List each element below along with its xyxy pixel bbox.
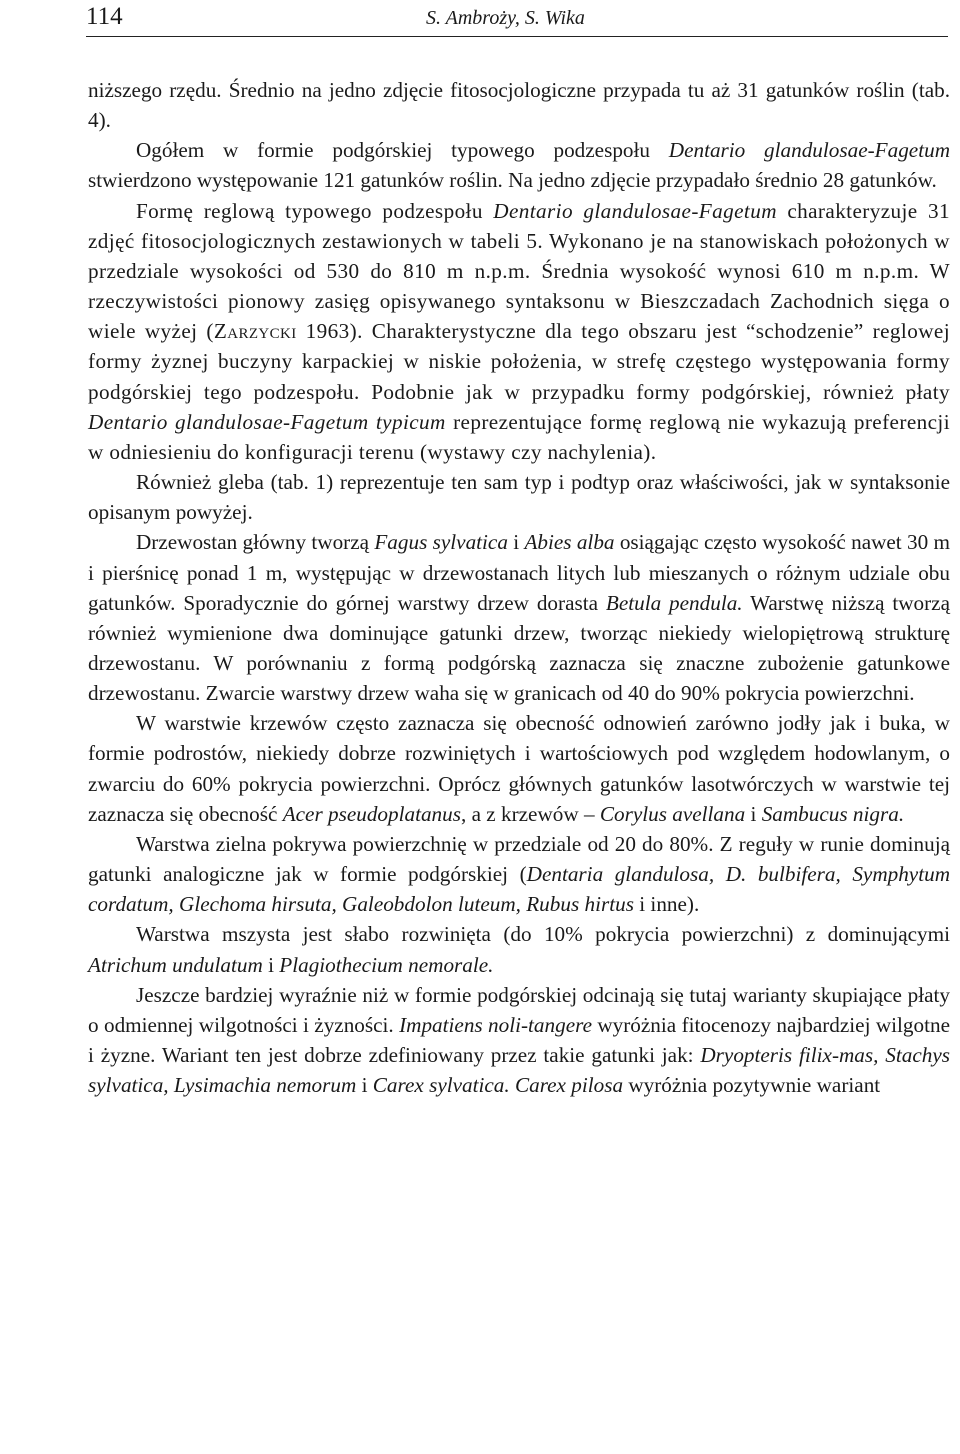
text-run: wyróżnia fitocenozy najbardziej wilgotne i żyzne. Wariant ten jest dobrze zdefiniowany przez takie gatunki jak: <box>88 1012 950 1067</box>
text-run: Również gleba (tab. 1) reprezentuje ten sam typ i podtyp oraz właściwości, jak w syntaksonie opisanym powyżej. <box>88 470 950 525</box>
text-run: i <box>745 801 762 826</box>
text-run: , a z krzewów – <box>461 801 600 826</box>
italic-taxon: Acer pseudoplatanus <box>282 801 461 826</box>
text-run: osiągając często wysokość nawet 30 m i pierśnicę ponad 1 m, występując w drzewostanach litych lub mieszanych o różnym udziale obu gatunków. Sporadycznie do górnej warstwy drzew dorasta <box>88 530 950 615</box>
italic-taxon: Atrichum undulatum <box>88 952 263 977</box>
header-rule <box>86 36 948 37</box>
italic-taxon: Dentario glandulosae-Fagetum <box>668 138 950 163</box>
running-head <box>86 2 950 38</box>
italic-taxon: Corylus avellana <box>599 801 746 826</box>
text-run: niższego rzędu. Średnio na jedno zdjęcie fitosocjologiczne przypada tu aż 31 gatunków roślin (tab. 4). <box>88 78 950 133</box>
text-run: wyróżnia pozytywnie wariant <box>623 1073 881 1098</box>
text-run: i <box>356 1073 373 1098</box>
text-run: i inne). <box>633 892 700 917</box>
italic-taxon: Dentario glandulosae-Fagetum typicum <box>88 409 446 434</box>
italic-taxon: Plagiothecium nemorale. <box>279 952 494 977</box>
text-run: Drzewostan główny tworzą <box>136 530 375 555</box>
text-run: Warstwę niższą tworzą również wymienione dwa dominujące gatunki drzew, tworząc niekiedy wielopiętrową strukturę drzewostanu. W porównaniu z formą podgórską zaznacza się znaczne zubożenie gatunkowe drzewostanu. Zwarcie warstwy drzew waha się w granicach od 40 do 90% pokrycia powierzchni. <box>88 590 950 706</box>
italic-taxon: Impatiens noli-tangere <box>399 1012 592 1037</box>
paragraph-p1 <box>88 75 950 135</box>
italic-taxon: Betula pendula. <box>605 590 743 615</box>
text-run: Formę reglową typowego podzespołu <box>136 198 494 223</box>
text-run: 1963). Charakterystyczne dla tego obszaru jest “schodzenie” reglowej formy żyznej buczyny karpackiej w niskie położenia, w strefę częstego występowania formy podgórskiej tego podzespołu. Podobnie jak w przypadku formy podgórskiej, również płaty <box>88 319 950 404</box>
paragraph-p7 <box>88 829 950 919</box>
text-run: charakteryzuje 31 zdjęć fitosocjologicznych zestawionych w tabeli 5. Wykonano je na stanowiskach położonych w przedziale wysokości od 530 do 810 m n.p.m. Średnia wysokość wynosi 610 m n.p.m. W rzeczywistości pionowy zasięg opisywanego syntaksonu w Bieszczadach Zachodnich sięga o wiele wyżej ( <box>88 198 951 344</box>
paragraph-p6 <box>88 708 950 829</box>
italic-taxon: Dryopteris filix-mas, Stachys sylvatica, Lysimachia nemorum <box>88 1043 950 1098</box>
italic-taxon: Fagus sylvatica <box>374 530 508 555</box>
text-run: i <box>262 952 280 977</box>
text-run: Warstwa zielna pokrywa powierzchnię w przedziale od 20 do 80%. Z reguły w runie dominują gatunki analogiczne jak w formie podgórskiej ( <box>88 831 950 887</box>
italic-taxon: Sambucus nigra. <box>761 801 905 826</box>
text-run: Jeszcze bardziej wyraźnie niż w formie podgórskiej odcinają się tutaj warianty skupiające płaty o odmiennej wilgotności i żyzności. <box>88 982 950 1037</box>
text-run: reprezentujące formę reglową nie wykazują preferencji w odniesieniu do konfiguracji terenu (wystawy czy nachylenia). <box>88 409 950 464</box>
paragraph-p2 <box>88 135 950 195</box>
paragraph-p9 <box>88 980 950 1101</box>
text-run: Warstwa mszysta jest słabo rozwinięta (do 10% pokrycia powierzchni) z dominującymi <box>136 922 950 947</box>
paragraph-p4 <box>88 467 950 527</box>
page-number: 114 <box>86 3 123 30</box>
text-run: stwierdzono występowanie 121 gatunków roślin. Na jedno zdjęcie przypadało średnio 28 gatunków. <box>88 168 937 193</box>
paragraph-p3 <box>88 196 950 467</box>
running-title-authors: S. Ambroży, S. Wika <box>426 7 585 29</box>
text-run: W warstwie krzewów często zaznacza się obecność odnowień zarówno jodły jak i buka, w formie podrostów, niekiedy dobrze rozwiniętych i wartościowych pod względem hodowlanym, o zwarciu do 60% pokrycia powierzchni. Oprócz głównych gatunków lasotwórczych w warstwie tej zaznacza się obecność <box>88 711 950 826</box>
italic-taxon: Dentaria glandulosa, D. bulbifera, Symphytum cordatum, Glechoma hirsuta, Galeobdolon luteum, Rubus hirtus <box>88 862 950 917</box>
paragraph-p5 <box>88 527 950 708</box>
paragraph-p8 <box>88 919 950 979</box>
text-run: i <box>507 530 525 555</box>
text-run: Ogółem w formie podgórskiej typowego podzespołu <box>136 138 669 163</box>
italic-taxon: Dentario glandulosae-Fagetum <box>493 198 777 223</box>
citation-author: Zarzycki <box>213 319 297 344</box>
italic-taxon: Carex sylvatica. Carex pilosa <box>372 1073 624 1098</box>
italic-taxon: Abies alba <box>524 530 615 555</box>
body-text <box>88 75 950 1100</box>
